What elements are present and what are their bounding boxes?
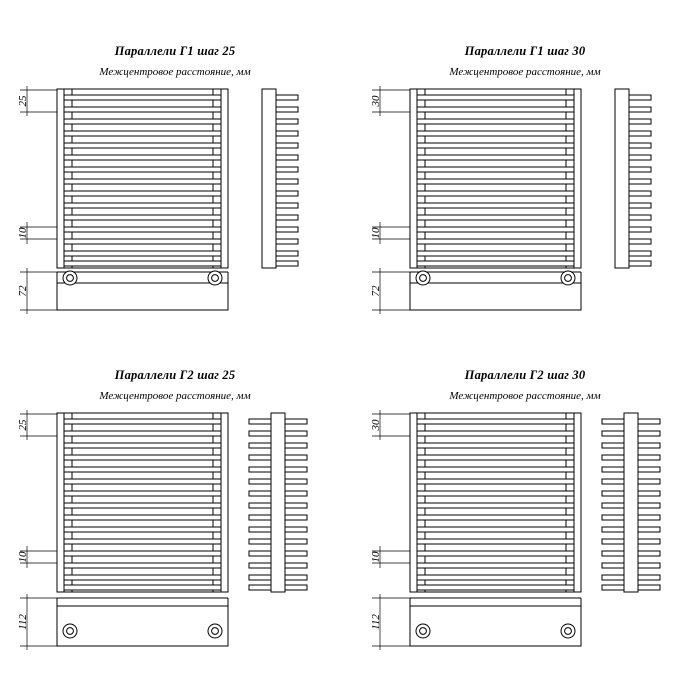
front-view xyxy=(57,413,228,592)
dimension-depth xyxy=(17,268,57,314)
dimension-label-depth: 112 xyxy=(370,614,382,630)
drawing-g2-30 xyxy=(350,350,700,700)
front-view xyxy=(57,89,228,268)
dimension-label-top-pitch: 30 xyxy=(370,95,382,107)
tube-group xyxy=(417,95,574,266)
panel-title: Параллели Г1 шаг 25 xyxy=(114,44,236,58)
tube-group xyxy=(417,419,574,590)
side-tube-group xyxy=(629,95,651,266)
front-view xyxy=(410,89,581,268)
dimension-bottom-pitch xyxy=(17,222,57,244)
side-view xyxy=(262,89,298,268)
dimension-label-depth: 72 xyxy=(17,285,29,297)
dimension-label-depth: 112 xyxy=(17,614,29,630)
panel-g1-step-25 xyxy=(0,0,350,350)
side-view xyxy=(249,413,307,592)
side-tube-group-right xyxy=(285,419,307,590)
dimension-label-top-pitch: 25 xyxy=(17,419,29,431)
dimension-depth xyxy=(17,594,57,650)
dimension-label-top-pitch: 30 xyxy=(370,419,382,431)
panel-subtitle: Межцентровое расстояние, мм xyxy=(99,66,251,78)
side-tube-group-left xyxy=(602,419,624,590)
panel-title: Параллели Г2 шаг 25 xyxy=(114,368,236,382)
drawing-g2-25 xyxy=(0,350,350,700)
plan-view xyxy=(57,271,228,310)
panel-g2-step-25 xyxy=(0,350,350,700)
panel-subtitle: Межцентровое расстояние, мм xyxy=(449,390,601,402)
dimension-top-pitch xyxy=(17,86,57,116)
dimension-depth xyxy=(370,594,410,650)
panel-subtitle: Межцентровое расстояние, мм xyxy=(449,66,601,78)
side-view xyxy=(602,413,660,592)
panel-subtitle: Межцентровое расстояние, мм xyxy=(99,390,251,402)
dimension-label-bottom-pitch: 10 xyxy=(370,551,382,563)
dimension-label-top-pitch: 25 xyxy=(17,95,29,107)
tube-group xyxy=(64,95,221,266)
side-view xyxy=(615,89,651,268)
plan-view xyxy=(410,598,581,646)
dimension-depth xyxy=(370,268,410,314)
plan-view xyxy=(57,598,228,646)
dimension-top-pitch xyxy=(17,410,57,440)
dimension-label-bottom-pitch: 10 xyxy=(17,551,29,563)
dimension-bottom-pitch xyxy=(17,546,57,568)
side-tube-group-left xyxy=(249,419,271,590)
front-view xyxy=(410,413,581,592)
panel-title: Параллели Г1 шаг 30 xyxy=(464,44,586,58)
side-tube-group-right xyxy=(638,419,660,590)
dimension-top-pitch xyxy=(370,410,410,440)
dimension-label-bottom-pitch: 10 xyxy=(17,227,29,239)
dimension-top-pitch xyxy=(370,86,410,116)
panel-title: Параллели Г2 шаг 30 xyxy=(464,368,586,382)
side-tube-group xyxy=(276,95,298,266)
panel-g1-step-30 xyxy=(350,0,700,350)
dimension-bottom-pitch xyxy=(370,546,410,568)
dimension-label-depth: 72 xyxy=(370,285,382,297)
tube-group xyxy=(64,419,221,590)
dimension-label-bottom-pitch: 10 xyxy=(370,227,382,239)
panel-g2-step-30 xyxy=(350,350,700,700)
dimension-bottom-pitch xyxy=(370,222,410,244)
plan-view xyxy=(410,271,581,310)
